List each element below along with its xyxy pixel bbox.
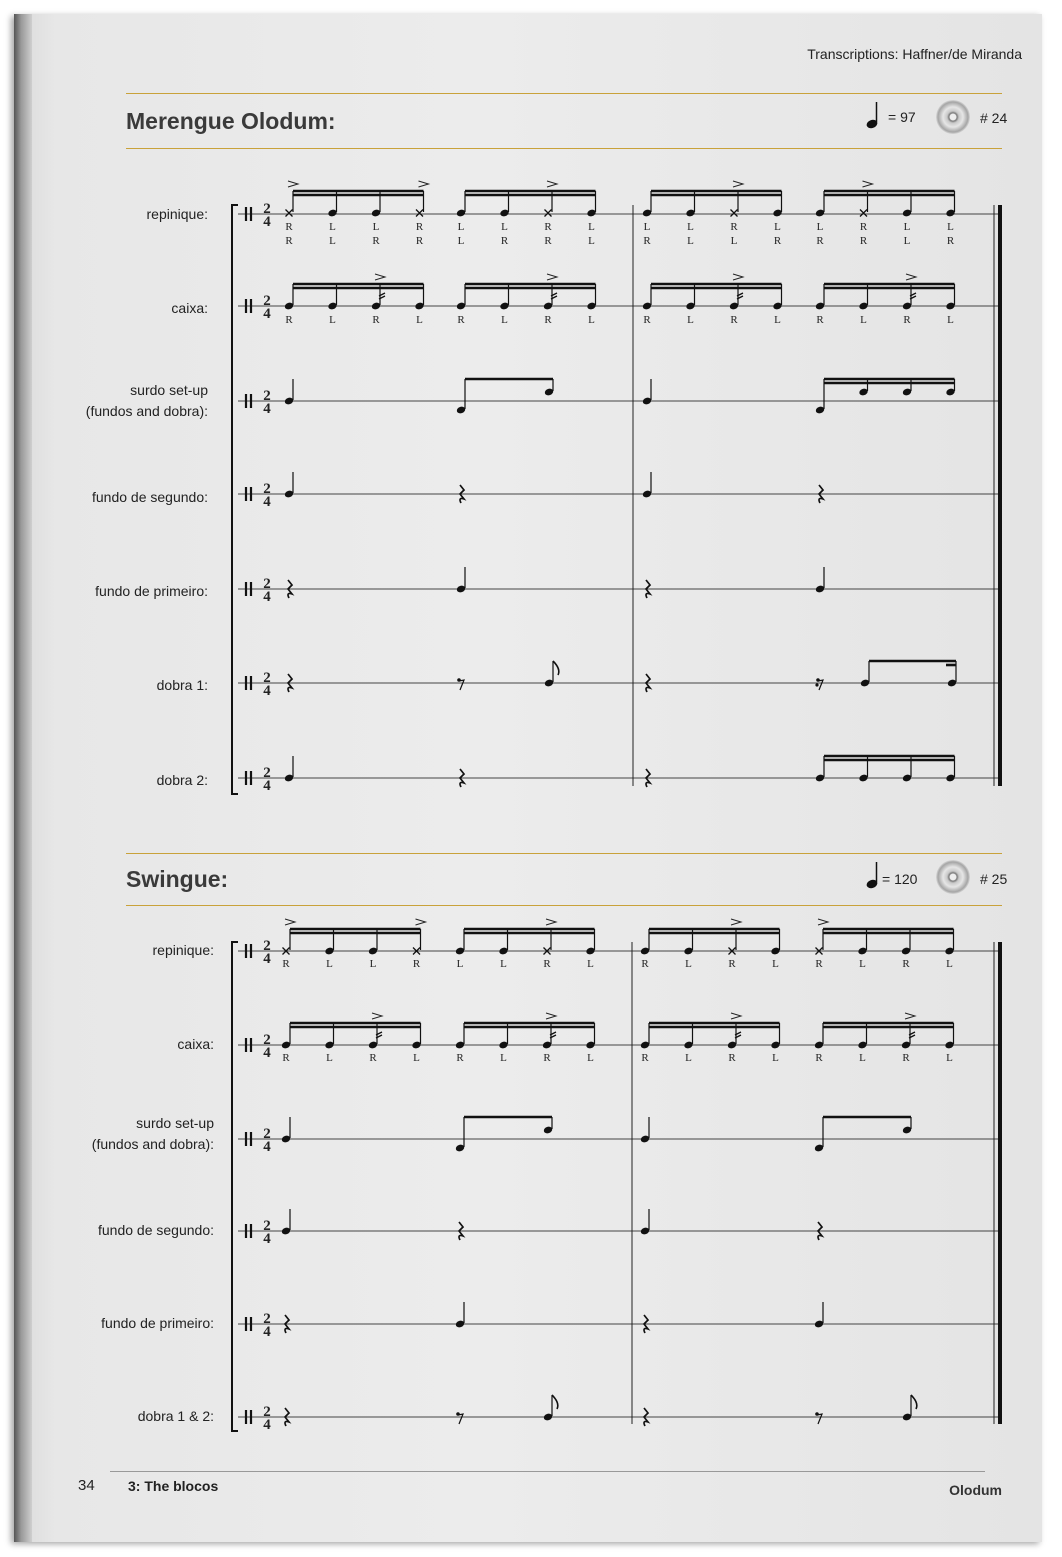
instrument-label: repinique:	[152, 942, 214, 958]
sticking-letter: L	[501, 221, 508, 233]
time-signature-bottom: 4	[263, 1231, 271, 1247]
time-signature-bottom: 4	[263, 951, 271, 967]
time-signature-top: 2	[263, 670, 271, 686]
time-signature-bottom: 4	[263, 1324, 271, 1340]
accent-mark	[733, 274, 743, 280]
sticking-letter: L	[643, 221, 651, 233]
sticking-letter: L	[859, 1052, 866, 1064]
sticking-letter: R	[372, 235, 380, 247]
accent-mark	[419, 181, 429, 187]
accent-mark	[818, 919, 828, 925]
system-bracket	[232, 205, 238, 794]
time-signature-bottom: 4	[263, 1417, 271, 1433]
sticking-letter: L	[587, 958, 594, 970]
sticking-letter: R	[285, 235, 293, 247]
sticking-letter: L	[588, 235, 595, 247]
sticking-letter: L	[687, 221, 694, 233]
time-signature-bottom: 4	[263, 1045, 271, 1061]
time-signature-top: 2	[263, 293, 271, 309]
sticking-letter: R	[728, 958, 736, 970]
sticking-letter: L	[685, 1052, 692, 1064]
time-signature-bottom: 4	[263, 778, 271, 794]
sticking-letter: R	[543, 1052, 551, 1064]
sticking-letter: R	[643, 235, 651, 247]
section-title: Merengue Olodum:	[126, 108, 336, 134]
time-signature-top: 2	[263, 481, 271, 497]
time-signature-bottom: 4	[263, 589, 271, 605]
sticking-letter: R	[415, 221, 424, 233]
sticking-letter: R	[730, 221, 738, 233]
sticking-letter: L	[859, 958, 866, 970]
sticking-letter: L	[946, 1052, 953, 1064]
transcription-credit: Transcriptions: Haffner/de Miranda	[807, 46, 1022, 62]
sticking-letter: R	[544, 314, 552, 326]
accent-mark	[288, 181, 298, 187]
instrument-label: repinique:	[146, 206, 208, 222]
cd-track-number: # 24	[980, 110, 1008, 126]
sticking-letter: R	[641, 958, 649, 970]
time-signature-top: 2	[263, 1218, 271, 1234]
sticking-letter: R	[544, 235, 552, 247]
accent-mark	[416, 919, 426, 925]
sticking-letter: L	[372, 221, 380, 233]
x-note-head	[545, 210, 552, 217]
accent-mark	[731, 1013, 741, 1019]
accent-mark	[905, 1013, 915, 1019]
sticking-letter: R	[543, 958, 551, 970]
sticking-letter: R	[369, 1052, 377, 1064]
note-flag	[911, 1395, 917, 1409]
instrument-label: caixa:	[177, 1036, 214, 1052]
sticking-letter: L	[457, 235, 465, 247]
sticking-letter: R	[282, 958, 290, 970]
sticking-letter: L	[687, 235, 694, 247]
instrument-label: dobra 2:	[156, 772, 208, 788]
system-bracket	[232, 942, 238, 1431]
time-signature-top: 2	[263, 201, 271, 217]
sticking-letter: L	[903, 221, 911, 233]
sticking-letter: R	[457, 314, 465, 326]
sticking-letter: R	[641, 1052, 649, 1064]
sticking-letter: L	[774, 314, 781, 326]
footer-rule	[110, 1471, 985, 1472]
sticking-letter: R	[282, 1052, 290, 1064]
instrument-label: (fundos and dobra):	[91, 1136, 214, 1152]
sticking-letter: R	[285, 314, 293, 326]
accent-mark	[863, 181, 873, 187]
sixteenth-rest	[815, 683, 818, 686]
sticking-letter: L	[500, 1052, 507, 1064]
section-title: Swingue:	[126, 866, 229, 892]
time-signature-top: 2	[263, 1404, 271, 1420]
x-note-head	[860, 210, 867, 217]
instrument-label: surdo set-up	[136, 1115, 214, 1131]
accent-mark	[372, 1013, 382, 1019]
sticking-letter: L	[588, 314, 595, 326]
sticking-letter: R	[902, 1052, 910, 1064]
accent-mark	[375, 274, 385, 280]
sticking-letter: R	[902, 958, 910, 970]
sticking-letter: R	[456, 1052, 464, 1064]
sticking-letter: L	[457, 221, 465, 233]
sticking-letter: L	[774, 221, 781, 233]
sticking-letter: R	[816, 235, 824, 247]
accent-mark	[546, 1013, 556, 1019]
time-signature-bottom: 4	[263, 683, 271, 699]
sticking-letter: R	[815, 1052, 823, 1064]
sticking-letter: R	[816, 314, 824, 326]
sticking-letter: R	[773, 235, 782, 247]
page-number: 34	[78, 1477, 95, 1494]
sticking-letter: L	[416, 314, 423, 326]
instrument-label: caixa:	[171, 300, 208, 316]
accent-mark	[546, 919, 556, 925]
instrument-label: dobra 1:	[156, 677, 208, 693]
sticking-letter: R	[728, 1052, 736, 1064]
tempo-marking: = 97	[888, 109, 916, 125]
sticking-letter: L	[903, 235, 911, 247]
sticking-letter: L	[947, 314, 954, 326]
note-flag	[553, 661, 559, 675]
sticking-letter: L	[772, 958, 779, 970]
x-note-head	[416, 210, 423, 217]
sticking-letter: R	[372, 314, 380, 326]
instrument-label: surdo set-up	[130, 382, 208, 398]
instrument-label: fundo de primeiro:	[95, 583, 208, 599]
instrument-label: fundo de primeiro:	[101, 1315, 214, 1331]
time-signature-top: 2	[263, 1311, 271, 1327]
sticking-letter: L	[326, 1052, 333, 1064]
sticking-letter: L	[687, 314, 694, 326]
chapter-title: 3: The blocos	[128, 1478, 219, 1494]
instrument-label: (fundos and dobra):	[85, 403, 208, 419]
sticking-letter: R	[285, 221, 293, 233]
sticking-letter: R	[730, 314, 738, 326]
sticking-letter: L	[329, 314, 336, 326]
instrument-label: fundo de segundo:	[98, 1222, 214, 1238]
accent-mark	[733, 181, 743, 187]
time-signature-top: 2	[263, 765, 271, 781]
sticking-letter: L	[685, 958, 692, 970]
sticking-letter: L	[501, 314, 508, 326]
sticking-letter: R	[859, 235, 868, 247]
accent-mark	[547, 274, 557, 280]
sticking-letter: L	[456, 958, 464, 970]
cd-track-number: # 25	[980, 871, 1008, 887]
sticking-letter: R	[903, 314, 911, 326]
time-signature-top: 2	[263, 388, 271, 404]
sticking-letter: R	[859, 221, 868, 233]
note-flag	[552, 1395, 558, 1409]
sticking-letter: L	[329, 221, 336, 233]
accent-mark	[731, 919, 741, 925]
time-signature-top: 2	[263, 1126, 271, 1142]
time-signature-bottom: 4	[263, 1139, 271, 1155]
sticking-letter: R	[815, 958, 823, 970]
sticking-letter: R	[412, 958, 421, 970]
accent-mark	[547, 181, 557, 187]
sticking-letter: L	[816, 221, 824, 233]
sticking-letter: L	[587, 1052, 594, 1064]
instrument-label: fundo de segundo:	[92, 489, 208, 505]
sticking-letter: L	[500, 958, 507, 970]
accent-mark	[285, 919, 295, 925]
time-signature-top: 2	[263, 938, 271, 954]
time-signature-top: 2	[263, 576, 271, 592]
tempo-marking: = 120	[882, 871, 918, 887]
sticking-letter: L	[772, 1052, 779, 1064]
sticking-letter: R	[643, 314, 651, 326]
accent-mark	[906, 274, 916, 280]
sticking-letter: L	[860, 314, 867, 326]
x-note-head	[286, 210, 293, 217]
time-signature-bottom: 4	[263, 214, 271, 230]
time-signature-bottom: 4	[263, 401, 271, 417]
sticking-letter: L	[369, 958, 377, 970]
sticking-letter: R	[500, 235, 509, 247]
sticking-letter: R	[544, 221, 552, 233]
sticking-letter: R	[415, 235, 424, 247]
sticking-letter: L	[947, 221, 954, 233]
x-note-head	[731, 210, 738, 217]
sticking-letter: L	[946, 958, 953, 970]
band-name: Olodum	[949, 1482, 1002, 1498]
time-signature-bottom: 4	[263, 306, 271, 322]
time-signature-top: 2	[263, 1032, 271, 1048]
sticking-letter: L	[329, 235, 336, 247]
instrument-label: dobra 1 & 2:	[137, 1408, 214, 1424]
sticking-letter: L	[588, 221, 595, 233]
sticking-letter: R	[946, 235, 955, 247]
time-signature-bottom: 4	[263, 494, 271, 510]
sticking-letter: L	[730, 235, 738, 247]
sticking-letter: L	[326, 958, 333, 970]
sticking-letter: L	[413, 1052, 420, 1064]
